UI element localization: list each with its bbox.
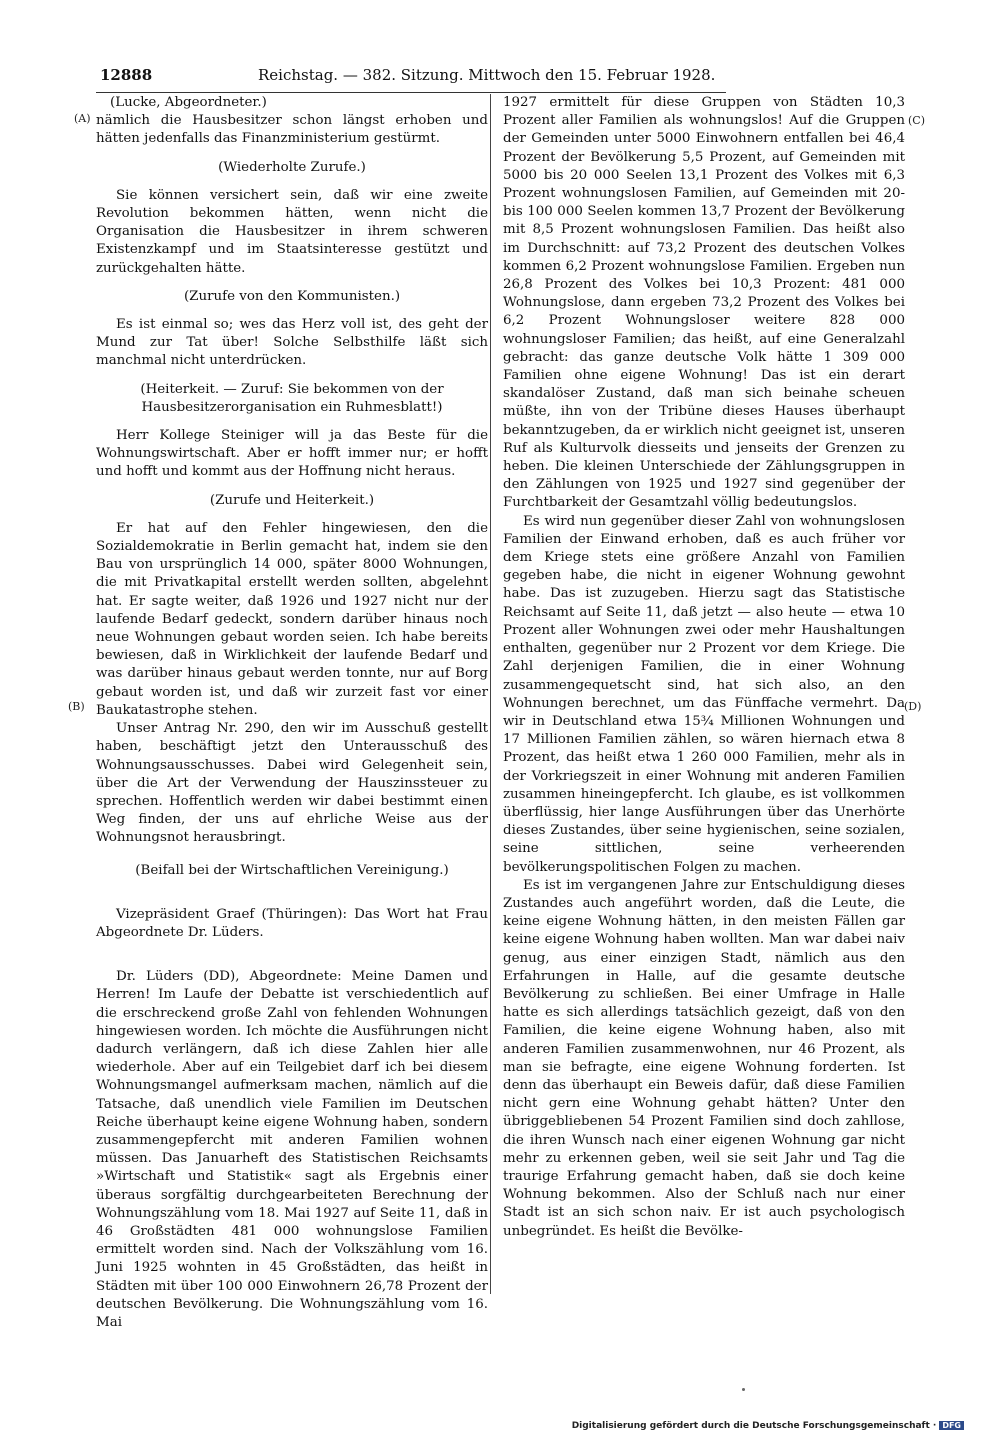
- paragraph: Unser Antrag Nr. 290, den wir im Ausschuß gestellt haben, beschäftigt jetzt den Unterausschuß des Wohnungsausschusses. Dabei wird Gelegenheit sein, über die Art der Verwendung der Hauszinssteuer zu sprechen. Hoffentlich werden wir dabei bestimmt einen Weg finden, der uns auf ehrliche Weise aus der Wohnungsnot herausbringt.: [96, 721, 488, 846]
- paragraph: 1927 ermittelt für diese Gruppen von Städten 10,3 Prozent aller Familien als wohnungslos! Auf die Gruppen der Gemeinden unter 5000 Einwohnern entfallen bei 46,4 Prozent der Bevölkerung 5,5 Prozent, auf Gemeinden mit 5000 bis 20 000 Seelen 13,1 Prozent des Volkes mit 6,3 Prozent wohnungslosen Familien, auf Gemeinden mit 20- bis 100 000 Seelen kommen 13,7 Prozent der Bevölkerung mit 8,5 Prozent wohnungslosen Familien. Das heißt also im Durchschnitt: auf 73,2 Prozent des deutschen Volkes kommen 6,2 Prozent wohnungslose Familien. Ergeben nun 26,8 Prozent des Volkes bei 10,3 Prozent: 481 000 Wohnungslose, dann ergeben 73,2 Prozent des Volkes bei 6,2 Prozent Wohnungsloser weitere 828 000 wohnungsloser Familien; das heißt, auf eine Generalzahl gebracht: das ganze deutsche Volk hätte 1 309 000 Familien ohne eigene Wohnung! Das ist ein derart skandalöser Zustand, daß man sich beinahe scheuen müßte, ihn von der Tribüne dieses Hauses überhaupt bekanntzugeben, da er wirklich nicht geeignet ist, unseren Ruf als Kulturvolk diesseits und jenseits der Grenzen zu heben. Die kleinen Unterschiede der Zählungsgruppen in den Zählungen von 1925 und 1927 sind gegenüber der Furchtbarkeit der Gesamtzahl völlig bedeutungslos.: [503, 95, 905, 511]
- page-number: 12888: [100, 66, 153, 84]
- paragraph: Er hat auf den Fehler hingewiesen, den die Sozialdemokratie in Berlin gemacht hat, indem sie den Bau von ursprünglich 14 000, später 8000 Wohnungen, die mit Privatkapital erstellt werden sollten, abgelehnt hat. Er sagte weiter, daß 1926 und 1927 nicht nur der laufende Bedarf gedeckt, sondern darüber hinaus noch neue Wohnungen gebaut worden seien. Ich habe bereits bewiesen, daß in Wirklichkeit der laufende Bedarf und was darüber hinaus gebaut werden tonnte, nur auf Borg gebaut worden ist, und daß wir zurzeit fast vor einer Baukatastrophe stehen.: [96, 520, 488, 718]
- paragraph: Es wird nun gegenüber dieser Zahl von wohnungslosen Familien der Einwand erhoben, daß es auch früher vor dem Kriege stets eine größere Anzahl von Familien gegeben habe, die nicht in eigener Wohnung gewohnt habe. Das ist zuzugeben. Hierzu sagt das Statistische Reichsamt auf Seite 11, daß jetzt — also heute — etwa 10 Prozent aller Wohnungen zwei oder mehr Haushaltungen enthalten, gegenüber nur 2 Prozent vor dem Kriege. Die Zahl derjenigen Familien, die in einer Wohnung zusammengequetscht sind, hat sich also, an den Wohnungen berechnet, um das Fünffache vermehrt. Da wir in Deutschland etwa 15¾ Millionen Wohnungen und 17 Millionen Familien zählen, so wären hiernach etwa 8 Prozent, das heißt etwa 1 260 000 Familien, mehr als in der Vorkriegszeit in einer Wohnung mit anderen Familien zusammen hineingepfercht. Ich glaube, es ist vollkommen überflüssig, hier lange Ausführungen über das Unerhörte dieses Zustandes, über seine hygienischen, seine sozialen, seine sittlichen, seine verheerenden bevölkerungspolitischen Folgen zu machen.: [503, 513, 905, 875]
- speaker-continuation: (Lucke, Abgeordneter.): [110, 95, 267, 110]
- interjection: (Beifall bei der Wirtschaftlichen Vereinigung.): [135, 862, 449, 878]
- interjection: (Zurufe und Heiterkeit.): [209, 492, 375, 508]
- running-title: Reichstag. — 382. Sitzung. Mittwoch den 15. Februar 1928.: [258, 66, 716, 84]
- margin-mark-d: (D): [904, 700, 922, 713]
- margin-mark-b: (B): [68, 700, 85, 713]
- paragraph: Es ist im vergangenen Jahre zur Entschuldigung dieses Zustandes auch angeführt worden, daß die Leute, die keine eigene Wohnung hätten, in den meisten Fällen gar keine eigene Wohnung haben wollten. Man war dabei naiv genug, aus einer einzigen Stadt, nämlich aus den Erfahrungen in Halle, auf die gesamte deutsche Bevölkerung zu schließen. Bei einer Umfrage in Halle hatte es sich allerdings tatsächlich gezeigt, daß von den Familien, die keine eigene Wohnung haben, also mit anderen Familien zusammenwohnen, nur 46 Prozent, als man sie befragte, eine eigene Wohnung forderten. Ist denn das überhaupt ein Beweis dafür, daß diese Familien nicht gern eine Wohnung gehabt hätten? Unter den übriggebliebenen 54 Prozent Familien sind doch zahllose, die ihren Wunsch nach einer eigenen Wohnung gar nicht mehr zu erkennen geben, weil sie seit Jahr und Tag die traurige Erfahrung gemacht haben, daß sie doch keine Wohnung bekommen. Also der Schluß nach nur einer Stadt ist an sich schon naiv. Er ist auch psychologisch unbegründet. Es heißt die Bevölke-: [503, 877, 905, 1239]
- left-column: [96, 94, 488, 1332]
- interjection: (Heiterkeit. — Zuruf: Sie bekommen von der Hausbesitzerorganisation ein Ruhmesblatt!): [140, 381, 444, 415]
- header-rule: [96, 92, 726, 93]
- margin-mark-a: (A): [74, 112, 91, 125]
- footer-note: [572, 1421, 964, 1431]
- margin-mark-c: (C): [908, 114, 925, 127]
- interjection: (Wiederholte Zurufe.): [218, 159, 366, 175]
- interjection: (Zurufe von den Kommunisten.): [183, 288, 401, 304]
- paragraph-vice-president: Vizepräsident Graef (Thüringen): Das Wort hat Frau Abgeordnete Dr. Lüders.: [96, 906, 488, 940]
- paragraph: Herr Kollege Steiniger will ja das Beste für die Wohnungswirtschaft. Aber er hofft immer nur; er hofft und hofft und kommt aus der Hoffnung nicht heraus.: [96, 428, 488, 480]
- dfg-logo: DFG: [939, 1421, 964, 1430]
- paragraph: Es ist einmal so; wes das Herz voll ist, des geht der Mund zur Tat über! Solche Selbsthilfe läßt sich manchmal nicht unterdrücken.: [96, 317, 488, 369]
- print-dot: [742, 1388, 745, 1391]
- right-column: [503, 94, 905, 1241]
- page-header: [100, 62, 725, 88]
- paragraph: Sie können versichert sein, daß wir eine zweite Revolution bekommen hätten, wenn nicht die Organisation die Hausbesitzer in ihrem schweren Existenzkampf und im Staatsinteresse gestützt und zurückgehalten hätte.: [96, 187, 488, 276]
- column-divider: [490, 94, 491, 1294]
- paragraph-speech-lueders: Dr. Lüders (DD), Abgeordnete: Meine Damen und Herren! Im Laufe der Debatte ist verschiedentlich auf die erschreckend große Zahl von fehlenden Wohnungen hingewiesen worden. Ich möchte die Ausführungen nicht dadurch verlängern, daß ich diese Zahlen hier alle wiederhole. Aber auf ein Teilgebiet darf ich bei diesem Wohnungsmangel aufmerksam machen, nämlich auf die Tatsache, daß unendlich viele Familien im Deutschen Reiche überhaupt keine eigene Wohnung haben, sondern zusammengepfercht mit anderen Familien wohnen müssen. Das Januarheft des Statistischen Reichsamts »Wirtschaft und Statistik« sagt als Ergebnis einer überaus sorgfältig durchgearbeiteten Berechnung der Wohnungszählung vom 18. Mai 1927 auf Seite 11, daß in 46 Großstädten 481 000 wohnungslose Familien ermittelt worden sind. Nach der Volkszählung vom 16. Juni 1925 wohnten in 45 Großstädten, das heißt in Städten mit über 100 000 Einwohnern 26,78 Prozent der deutschen Bevölkerung. Die Wohnungszählung vom 16. Mai: [96, 969, 488, 1330]
- footer-text: Digitalisierung gefördert durch die Deutsche Forschungsgemeinschaft ·: [571, 1421, 937, 1431]
- paragraph: nämlich die Hausbesitzer schon längst erhoben und hätten jedenfalls das Finanzministerium gestürmt.: [96, 113, 488, 147]
